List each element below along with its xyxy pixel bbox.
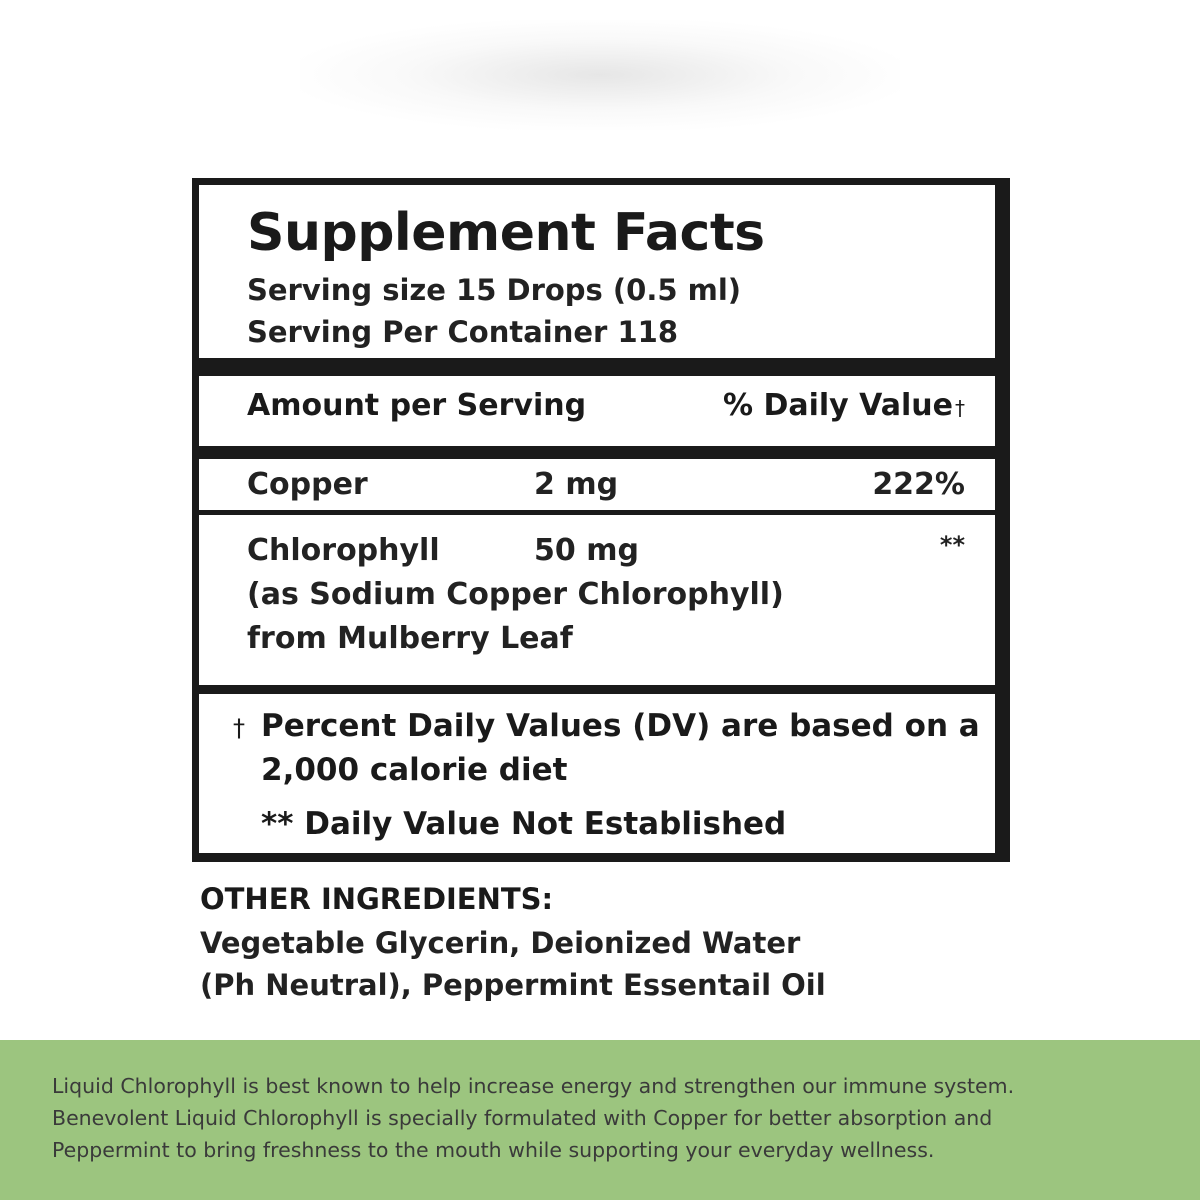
serving-size: Serving size 15 Drops (0.5 ml) (247, 273, 742, 307)
nutrient-daily-value: 222% (872, 467, 965, 502)
footnote-dagger: † (233, 714, 245, 742)
nutrient-name: Copper (247, 467, 368, 502)
other-ingredients-line: (Ph Neutral), Peppermint Essentail Oil (200, 968, 826, 1002)
nutrient-daily-value: ** (939, 531, 965, 559)
nutrient-amount: 2 mg (534, 467, 619, 502)
facts-title: Supplement Facts (247, 203, 765, 263)
daily-value-header-label: % Daily Value (722, 388, 953, 423)
footnote-box (199, 694, 995, 853)
footnote-dv-line-2: 2,000 calorie diet (261, 752, 568, 788)
nutrient-detail: from Mulberry Leaf (247, 621, 573, 656)
amount-per-serving-header: Amount per Serving (247, 388, 587, 423)
footnote-dv-line-1: Percent Daily Values (DV) are based on a (261, 708, 980, 744)
nutrient-name: Chlorophyll (247, 533, 440, 568)
blurred-product-shadow (300, 20, 900, 130)
facts-header-box (199, 185, 995, 358)
nutrient-row-copper (199, 459, 995, 510)
description-line: Peppermint to bring freshness to the mouth while supporting your everyday wellness. (52, 1138, 935, 1162)
supplement-facts-panel (192, 178, 1010, 862)
nutrient-amount: 50 mg (534, 533, 639, 568)
daily-value-header (723, 388, 965, 423)
other-ingredients-heading: OTHER INGREDIENTS: (200, 882, 554, 916)
description-line: Benevolent Liquid Chlorophyll is specially formulated with Copper for better absorption and (52, 1106, 993, 1130)
column-header-row (199, 376, 995, 446)
description-band (0, 1040, 1200, 1200)
dagger-symbol: † (955, 396, 965, 420)
nutrient-detail: (as Sodium Copper Chlorophyll) (247, 577, 784, 612)
nutrient-row-chlorophyll (199, 515, 995, 685)
footnote-not-established: ** Daily Value Not Established (261, 806, 787, 842)
servings-per-container: Serving Per Container 118 (247, 315, 678, 349)
other-ingredients-line: Vegetable Glycerin, Deionized Water (200, 926, 801, 960)
description-line: Liquid Chlorophyll is best known to help increase energy and strengthen our immune system. (52, 1074, 1015, 1098)
